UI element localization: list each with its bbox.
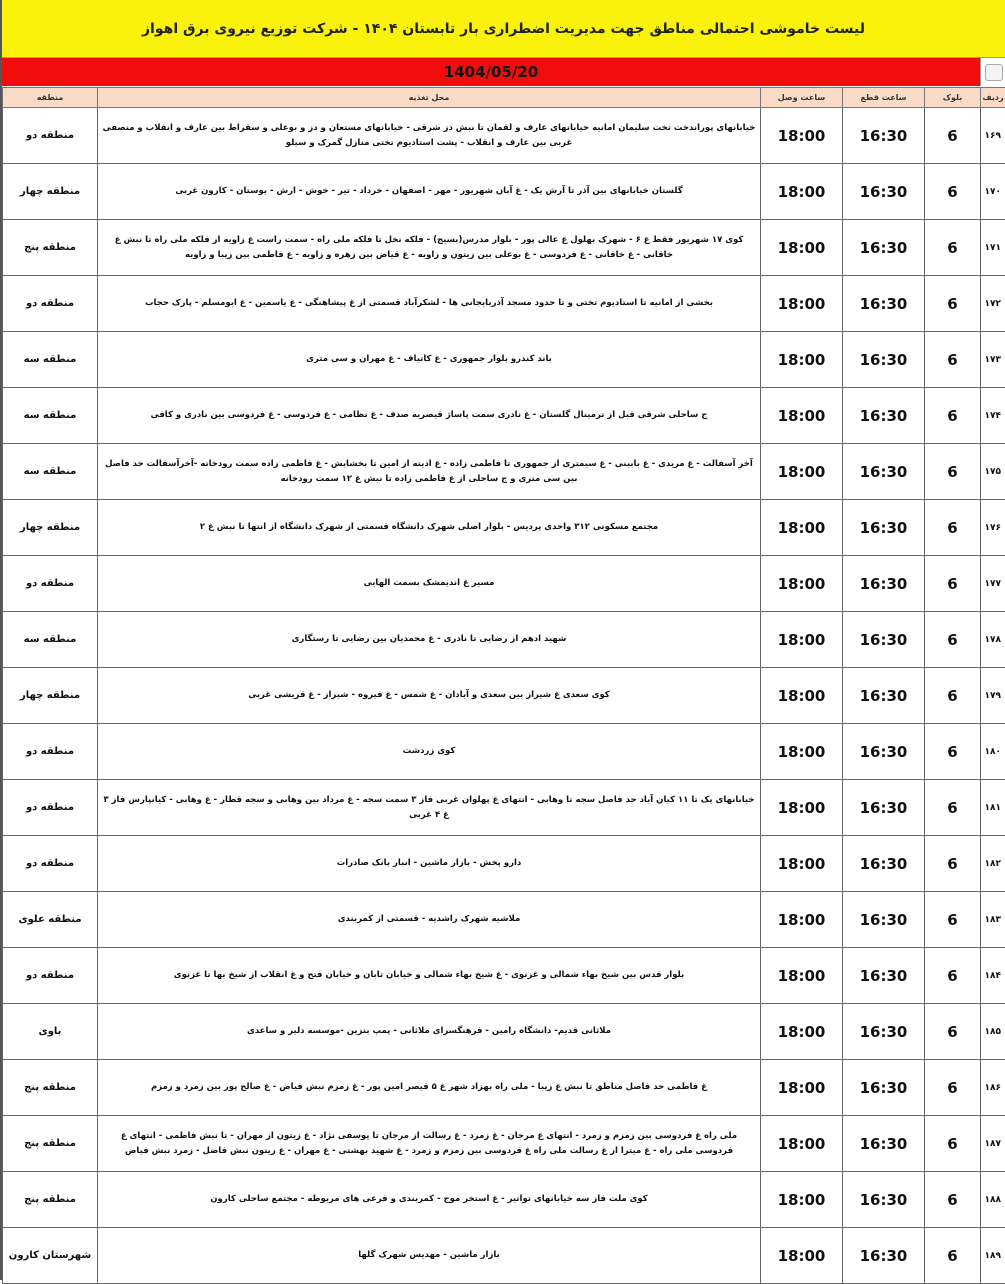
location-cell: ملی راه غ فردوسی بین زمزم و زمرد - انتهای غ مرجان - غ زمرد - غ رسالت از مرجان تا یوسفی نژاد - غ زیتون از مهران - تا نبش فاطمی - انتهای غ فردوسی ملی راه - غ میترا از غ رسالت ملی راه غ فردوسی بین زمزم و زمرد - غ شهید بهشتی - غ مهران - غ زیتون نبش فاضل - زمرد نبش فیاض bbox=[98, 1116, 761, 1172]
table-row bbox=[3, 948, 1005, 1004]
connect-time-cell: 18:00 bbox=[761, 556, 843, 612]
region-cell: منطقه سه bbox=[3, 388, 98, 444]
connect-time-cell: 18:00 bbox=[761, 612, 843, 668]
location-cell: بخشی از امانیه تا استادیوم تختی و تا حدود مسجد آذربایجانی ها - لشکرآباد قسمتی از غ پیشاهنگی - غ یاسمین - غ ابومسلم - پارک حجاب bbox=[98, 276, 761, 332]
block-cell: 6 bbox=[925, 332, 981, 388]
region-cell: منطقه سه bbox=[3, 612, 98, 668]
block-cell: 6 bbox=[925, 500, 981, 556]
row-number: ۱۸۶ bbox=[981, 1060, 1005, 1116]
location-cell: باند کندرو بلوار جمهوری - غ کاتیاف - غ مهران و سی متری bbox=[98, 332, 761, 388]
block-cell: 6 bbox=[925, 220, 981, 276]
row-number: ۱۸۷ bbox=[981, 1116, 1005, 1172]
connect-time-cell: 18:00 bbox=[761, 724, 843, 780]
row-number: ۱۷۵ bbox=[981, 444, 1005, 500]
region-cell: شهرستان کارون bbox=[3, 1228, 98, 1284]
connect-time-cell: 18:00 bbox=[761, 1004, 843, 1060]
region-cell: منطقه پنج bbox=[3, 1116, 98, 1172]
cut-time-cell: 16:30 bbox=[843, 612, 925, 668]
cut-time-cell: 16:30 bbox=[843, 556, 925, 612]
connect-time-cell: 18:00 bbox=[761, 276, 843, 332]
region-cell: منطقه دو bbox=[3, 780, 98, 836]
row-number: ۱۷۲ bbox=[981, 276, 1005, 332]
row-number: ۱۸۹ bbox=[981, 1228, 1005, 1284]
connect-time-cell: 18:00 bbox=[761, 444, 843, 500]
table-row bbox=[3, 108, 1005, 164]
connect-time-cell: 18:00 bbox=[761, 500, 843, 556]
region-cell: منطقه دو bbox=[3, 948, 98, 1004]
header-region: منطقه bbox=[3, 88, 98, 108]
block-cell: 6 bbox=[925, 444, 981, 500]
region-cell: منطقه پنج bbox=[3, 1172, 98, 1228]
block-cell: 6 bbox=[925, 1116, 981, 1172]
region-cell: منطقه سه bbox=[3, 444, 98, 500]
cut-time-cell: 16:30 bbox=[843, 780, 925, 836]
connect-time-cell: 18:00 bbox=[761, 1060, 843, 1116]
region-cell: منطقه دو bbox=[3, 276, 98, 332]
table-row bbox=[3, 276, 1005, 332]
outage-table bbox=[2, 87, 1005, 1284]
row-number: ۱۷۸ bbox=[981, 612, 1005, 668]
region-cell: منطقه علوی bbox=[3, 892, 98, 948]
table-row bbox=[3, 500, 1005, 556]
location-cell: گلستان خیابانهای بین آذر تا آرش یک - غ آبان شهریور - مهر - اصفهان - خرداد - تیر - خوش - ارش - بوستان - کارون غربی bbox=[98, 164, 761, 220]
table-row bbox=[3, 668, 1005, 724]
row-number: ۱۸۸ bbox=[981, 1172, 1005, 1228]
row-number: ۱۸۵ bbox=[981, 1004, 1005, 1060]
row-number: ۱۷۳ bbox=[981, 332, 1005, 388]
header-block: بلوک bbox=[925, 88, 981, 108]
block-cell: 6 bbox=[925, 780, 981, 836]
connect-time-cell: 18:00 bbox=[761, 1228, 843, 1284]
cut-time-cell: 16:30 bbox=[843, 1060, 925, 1116]
table-row bbox=[3, 444, 1005, 500]
table-header-row bbox=[3, 88, 1005, 108]
cut-time-cell: 16:30 bbox=[843, 1228, 925, 1284]
row-number: ۱۷۰ bbox=[981, 164, 1005, 220]
region-cell: منطقه پنج bbox=[3, 1060, 98, 1116]
row-number: ۱۷۴ bbox=[981, 388, 1005, 444]
location-cell: ج ساحلی شرقی قبل از ترمینال گلستان - غ نادری سمت پاساژ قیصریه صدف - غ نظامی - غ فردوسی - غ فردوسی بین نادری و کافی bbox=[98, 388, 761, 444]
region-cell: منطقه دو bbox=[3, 108, 98, 164]
cut-time-cell: 16:30 bbox=[843, 668, 925, 724]
connect-time-cell: 18:00 bbox=[761, 836, 843, 892]
table-row bbox=[3, 220, 1005, 276]
connect-time-cell: 18:00 bbox=[761, 668, 843, 724]
region-cell: منطقه دو bbox=[3, 724, 98, 780]
cut-time-cell: 16:30 bbox=[843, 220, 925, 276]
region-cell: منطقه چهار bbox=[3, 500, 98, 556]
row-number: ۱۷۶ bbox=[981, 500, 1005, 556]
connect-time-cell: 18:00 bbox=[761, 108, 843, 164]
location-cell: خیابانهای پوراندخت تخت سلیمان امانیه خیابانهای عارف و لقمان تا نبش دز شرقی - خیابانهای مستعان و دز و بوعلی و سقراط بین عارف و انقلاب و منصفی غربی بین عارف و انقلاب - پشت استادیوم تختی منازل گمرک و سیلو bbox=[98, 108, 761, 164]
connect-time-cell: 18:00 bbox=[761, 1172, 843, 1228]
block-cell: 6 bbox=[925, 948, 981, 1004]
page-title: لیست خاموشی احتمالی مناطق جهت مدیریت اضطراری بار تابستان ۱۴۰۴ - شرکت توزیع نیروی برق اهواز bbox=[142, 21, 865, 37]
region-cell: منطقه دو bbox=[3, 836, 98, 892]
block-cell: 6 bbox=[925, 276, 981, 332]
block-cell: 6 bbox=[925, 892, 981, 948]
table-row bbox=[3, 164, 1005, 220]
row-number: ۱۸۴ bbox=[981, 948, 1005, 1004]
title-banner bbox=[2, 0, 1005, 58]
table-row bbox=[3, 892, 1005, 948]
row-number: ۱۸۱ bbox=[981, 780, 1005, 836]
table-row bbox=[3, 724, 1005, 780]
row-number: ۱۸۰ bbox=[981, 724, 1005, 780]
table-row bbox=[3, 1004, 1005, 1060]
connect-time-cell: 18:00 bbox=[761, 892, 843, 948]
cut-time-cell: 16:30 bbox=[843, 164, 925, 220]
location-cell: بازار ماشین - مهدیس شهرک گلها bbox=[98, 1228, 761, 1284]
sheet-corner-cell bbox=[980, 58, 1005, 86]
block-cell: 6 bbox=[925, 836, 981, 892]
cut-time-cell: 16:30 bbox=[843, 892, 925, 948]
table-row bbox=[3, 612, 1005, 668]
block-cell: 6 bbox=[925, 388, 981, 444]
row-number: ۱۷۱ bbox=[981, 220, 1005, 276]
region-cell: منطقه چهار bbox=[3, 164, 98, 220]
cut-time-cell: 16:30 bbox=[843, 108, 925, 164]
cut-time-cell: 16:30 bbox=[843, 276, 925, 332]
table-row bbox=[3, 1172, 1005, 1228]
table-row bbox=[3, 388, 1005, 444]
cut-time-cell: 16:30 bbox=[843, 1172, 925, 1228]
cut-time-cell: 16:30 bbox=[843, 724, 925, 780]
table-row bbox=[3, 556, 1005, 612]
location-cell: دارو پخش - بازار ماشین - انبار بانک صادرات bbox=[98, 836, 761, 892]
connect-time-cell: 18:00 bbox=[761, 948, 843, 1004]
location-cell: مسیر غ اندیمشک بسمت الهایی bbox=[98, 556, 761, 612]
header-cut-time: ساعت قطع bbox=[843, 88, 925, 108]
table-row bbox=[3, 1228, 1005, 1284]
cut-time-cell: 16:30 bbox=[843, 444, 925, 500]
row-number: ۱۸۲ bbox=[981, 836, 1005, 892]
block-cell: 6 bbox=[925, 724, 981, 780]
date-label: 1404/05/20 bbox=[444, 63, 538, 81]
location-cell: کوی ۱۷ شهریور فقط غ ۶ - شهرک بهلول غ عالی پور - بلوار مدرس(بسیج) - فلکه نخل تا فلکه ملی راه - سمت راست غ زاویه از فلکه ملی راه تا نبش غ خاقانی - غ خاقانی - غ فردوسی - غ بوعلی بین زیتون و زاویه - غ قیاض بین زهره و زاویه - غ فاطمی بین زیبا و زاویه bbox=[98, 220, 761, 276]
location-cell: کوی زردشت bbox=[98, 724, 761, 780]
connect-time-cell: 18:00 bbox=[761, 388, 843, 444]
location-cell: غ فاطمی حد فاصل مناطق تا نبش غ زیبا - ملی راه بهزاد شهر غ ۵ قیصر امین پور - غ زمزم نبش فیاض - غ صالح پور بین زمرد و زمزم bbox=[98, 1060, 761, 1116]
cut-time-cell: 16:30 bbox=[843, 388, 925, 444]
header-location: محل تغذیه bbox=[98, 88, 761, 108]
region-cell: منطقه سه bbox=[3, 332, 98, 388]
row-number: ۱۸۳ bbox=[981, 892, 1005, 948]
location-cell: آخر آسفالت - غ مریدی - غ بابینی - غ سیمتری از جمهوری تا فاطمی زاده - غ ادینه از امین تا بخشایش - غ فاطمی زاده سمت رودخانه -آخرآسفالت حد فاصل بین سی متری و ج ساحلی از غ فاطمی زاده تا نبش غ ۱۲ سمت رودخانه bbox=[98, 444, 761, 500]
row-number: ۱۷۹ bbox=[981, 668, 1005, 724]
region-cell: منطقه چهار bbox=[3, 668, 98, 724]
connect-time-cell: 18:00 bbox=[761, 220, 843, 276]
block-cell: 6 bbox=[925, 1172, 981, 1228]
table-row bbox=[3, 780, 1005, 836]
region-cell: باوی bbox=[3, 1004, 98, 1060]
cut-time-cell: 16:30 bbox=[843, 836, 925, 892]
table-row bbox=[3, 1060, 1005, 1116]
location-cell: کوی سعدی غ شیراز بین سعدی و آبادان - غ شمس - غ فیروه - شیراز - غ قریشی غربی bbox=[98, 668, 761, 724]
cut-time-cell: 16:30 bbox=[843, 948, 925, 1004]
block-cell: 6 bbox=[925, 108, 981, 164]
block-cell: 6 bbox=[925, 556, 981, 612]
block-cell: 6 bbox=[925, 164, 981, 220]
table-row bbox=[3, 836, 1005, 892]
row-number: ۱۷۷ bbox=[981, 556, 1005, 612]
block-cell: 6 bbox=[925, 612, 981, 668]
connect-time-cell: 18:00 bbox=[761, 164, 843, 220]
location-cell: شهید ادهم از رضایی تا نادری - غ محمدیان بین رضایی تا رستگاری bbox=[98, 612, 761, 668]
region-cell: منطقه دو bbox=[3, 556, 98, 612]
header-row-number: ردیف bbox=[981, 88, 1005, 108]
block-cell: 6 bbox=[925, 1004, 981, 1060]
table-row bbox=[3, 332, 1005, 388]
block-cell: 6 bbox=[925, 1060, 981, 1116]
date-bar bbox=[2, 58, 980, 86]
location-cell: خیابانهای یک تا ۱۱ کیان آباد حد فاصل سجه تا وهابی - انتهای غ پهلوان غربی فاز ۳ سمت سجه - غ مرداد بین وهابی و سجه قطار - غ وهابی - کیانپارس فاز ۳ غ ۴ غربی bbox=[98, 780, 761, 836]
location-cell: کوی ملت فاز سه خیابانهای تواتیر - غ استخر موج - کمربندی و فرعی های مربوطه - مجتمع ساحلی کارون bbox=[98, 1172, 761, 1228]
row-number: ۱۶۹ bbox=[981, 108, 1005, 164]
block-cell: 6 bbox=[925, 668, 981, 724]
connect-time-cell: 18:00 bbox=[761, 780, 843, 836]
cut-time-cell: 16:30 bbox=[843, 1004, 925, 1060]
cut-time-cell: 16:30 bbox=[843, 500, 925, 556]
connect-time-cell: 18:00 bbox=[761, 332, 843, 388]
cut-time-cell: 16:30 bbox=[843, 332, 925, 388]
block-cell: 6 bbox=[925, 1228, 981, 1284]
location-cell: مجتمع مسکونی ۳۱۲ واحدی پردیس - بلوار اصلی شهرک دانشگاه قسمتی از شهرک دانشگاه از انتها تا نبش غ ۲ bbox=[98, 500, 761, 556]
header-connect-time: ساعت وصل bbox=[761, 88, 843, 108]
location-cell: ملاثانی قدیم- دانشگاه رامین - فرهنگسرای ملاثانی - پمپ بنزین -موسسه دلیر و ساعدی bbox=[98, 1004, 761, 1060]
table-row bbox=[3, 1116, 1005, 1172]
location-cell: ملاشیه شهرک راشدیه - قسمتی از کمربندی bbox=[98, 892, 761, 948]
connect-time-cell: 18:00 bbox=[761, 1116, 843, 1172]
location-cell: بلوار قدس بین شیخ بهاء شمالی و غزنوی - غ شیخ بهاء شمالی و خیابان تابان و خیابان فتح و غ انقلاب از شیخ بها تا غزنوی bbox=[98, 948, 761, 1004]
cut-time-cell: 16:30 bbox=[843, 1116, 925, 1172]
region-cell: منطقه پنج bbox=[3, 220, 98, 276]
